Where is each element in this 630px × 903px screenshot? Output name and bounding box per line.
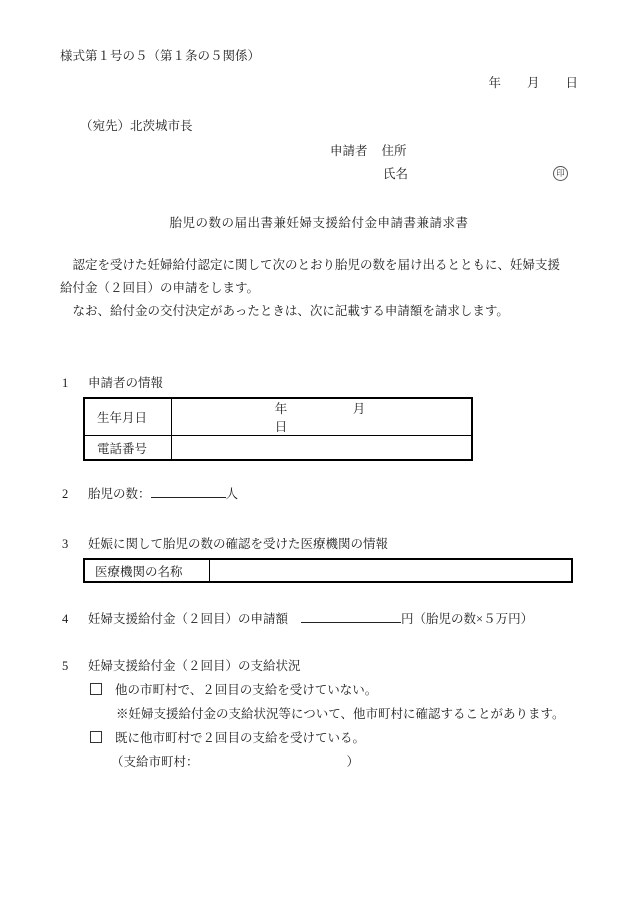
paying-municipality-line <box>60 750 578 774</box>
month-label: 月 <box>526 76 540 90</box>
applicant-address-line <box>60 143 578 159</box>
addressee: （宛先）北茨城市長 <box>80 119 193 133</box>
fetus-count-unit: 人 <box>225 487 239 501</box>
section5-heading <box>60 658 578 674</box>
phone-input-cell[interactable] <box>172 436 473 461</box>
paying-municipality-input-space[interactable] <box>199 756 347 766</box>
birthdate-row <box>84 398 472 436</box>
section4-line <box>60 609 578 627</box>
section2-line <box>60 484 578 502</box>
section1-heading-text: 申請者の情報 <box>88 376 164 390</box>
claim-amount-blank-field[interactable] <box>301 609 401 623</box>
phone-row <box>84 436 472 461</box>
option-already-received-text: 既に他市町村で２回目の支給を受けている。 <box>115 731 366 745</box>
checkbox-already-received-icon[interactable] <box>90 731 102 743</box>
claim-amount-unit: 円（胎児の数×５万円） <box>401 612 534 626</box>
option-not-received-text: 他の市町村で、２回目の支給を受けていない。 <box>115 683 378 697</box>
institution-name-label: 医療機関の名称 <box>84 559 210 582</box>
intro-line-2: 給付金（２回目）の申請をします。 <box>60 281 260 295</box>
section3-heading <box>60 536 578 552</box>
year-unit-label: 年 <box>274 402 288 416</box>
day-label: 日 <box>565 76 578 90</box>
section5-number: 5 <box>62 659 69 673</box>
option-already-received <box>60 726 578 750</box>
option-note: ※妊婦支援給付金の支給状況等について、他市町村に確認することがあります。 <box>116 707 565 721</box>
payment-status-options <box>60 678 578 774</box>
month-unit-label: 月 <box>352 402 366 416</box>
birthdate-label: 生年月日 <box>84 398 172 436</box>
checkbox-cell <box>90 726 115 750</box>
name-label: 氏名 <box>383 167 409 181</box>
checkbox-cell <box>90 678 115 702</box>
birthdate-input-cell[interactable] <box>172 398 473 436</box>
section1-heading <box>60 375 578 391</box>
applicant-label: 申請者 <box>330 144 368 158</box>
institution-name-row <box>84 559 572 582</box>
date-line <box>60 75 578 91</box>
option-not-received <box>60 678 578 702</box>
applicant-info-table <box>83 397 473 461</box>
seal-stamp-icon: 印 <box>553 166 568 181</box>
document-title: 胎児の数の届出書兼妊婦支援給付金申請書兼請求書 <box>169 216 469 230</box>
section3-number: 3 <box>62 537 69 551</box>
medical-institution-table <box>83 558 573 583</box>
claim-amount-label: 妊婦支援給付金（２回目）の申請額 <box>88 612 289 626</box>
phone-label: 電話番号 <box>84 436 172 461</box>
section4-number: 4 <box>62 612 69 626</box>
paying-municipality-prefix: （支給市町村： <box>111 755 199 769</box>
intro-line-1: 認定を受けた妊婦給付認定に関して次のとおり胎児の数を届け出るとともに、妊婦支援 <box>60 258 561 272</box>
section3-heading-text: 妊娠に関して胎児の数の確認を受けた医療機関の情報 <box>88 537 389 551</box>
section1-number: 1 <box>62 376 69 390</box>
section2-number: 2 <box>62 487 69 501</box>
year-label: 年 <box>488 76 501 90</box>
intro-paragraph <box>60 254 578 323</box>
paying-municipality-suffix: ） <box>346 755 360 769</box>
applicant-name-line <box>60 166 578 182</box>
checkbox-not-received-icon[interactable] <box>90 683 102 695</box>
address-label: 住所 <box>381 144 407 158</box>
fetus-count-label: 胎児の数： <box>88 487 151 501</box>
form-code: 様式第１号の５（第１条の５関係） <box>60 49 261 63</box>
section5-heading-text: 妊婦支援給付金（２回目）の支給状況 <box>88 659 301 673</box>
fetus-count-blank-field[interactable] <box>151 484 226 498</box>
day-unit-label: 日 <box>274 420 288 434</box>
intro-line-3: なお、給付金の交付決定があったときは、次に記載する申請額を請求します。 <box>60 304 509 318</box>
institution-name-input-cell[interactable] <box>210 559 573 582</box>
